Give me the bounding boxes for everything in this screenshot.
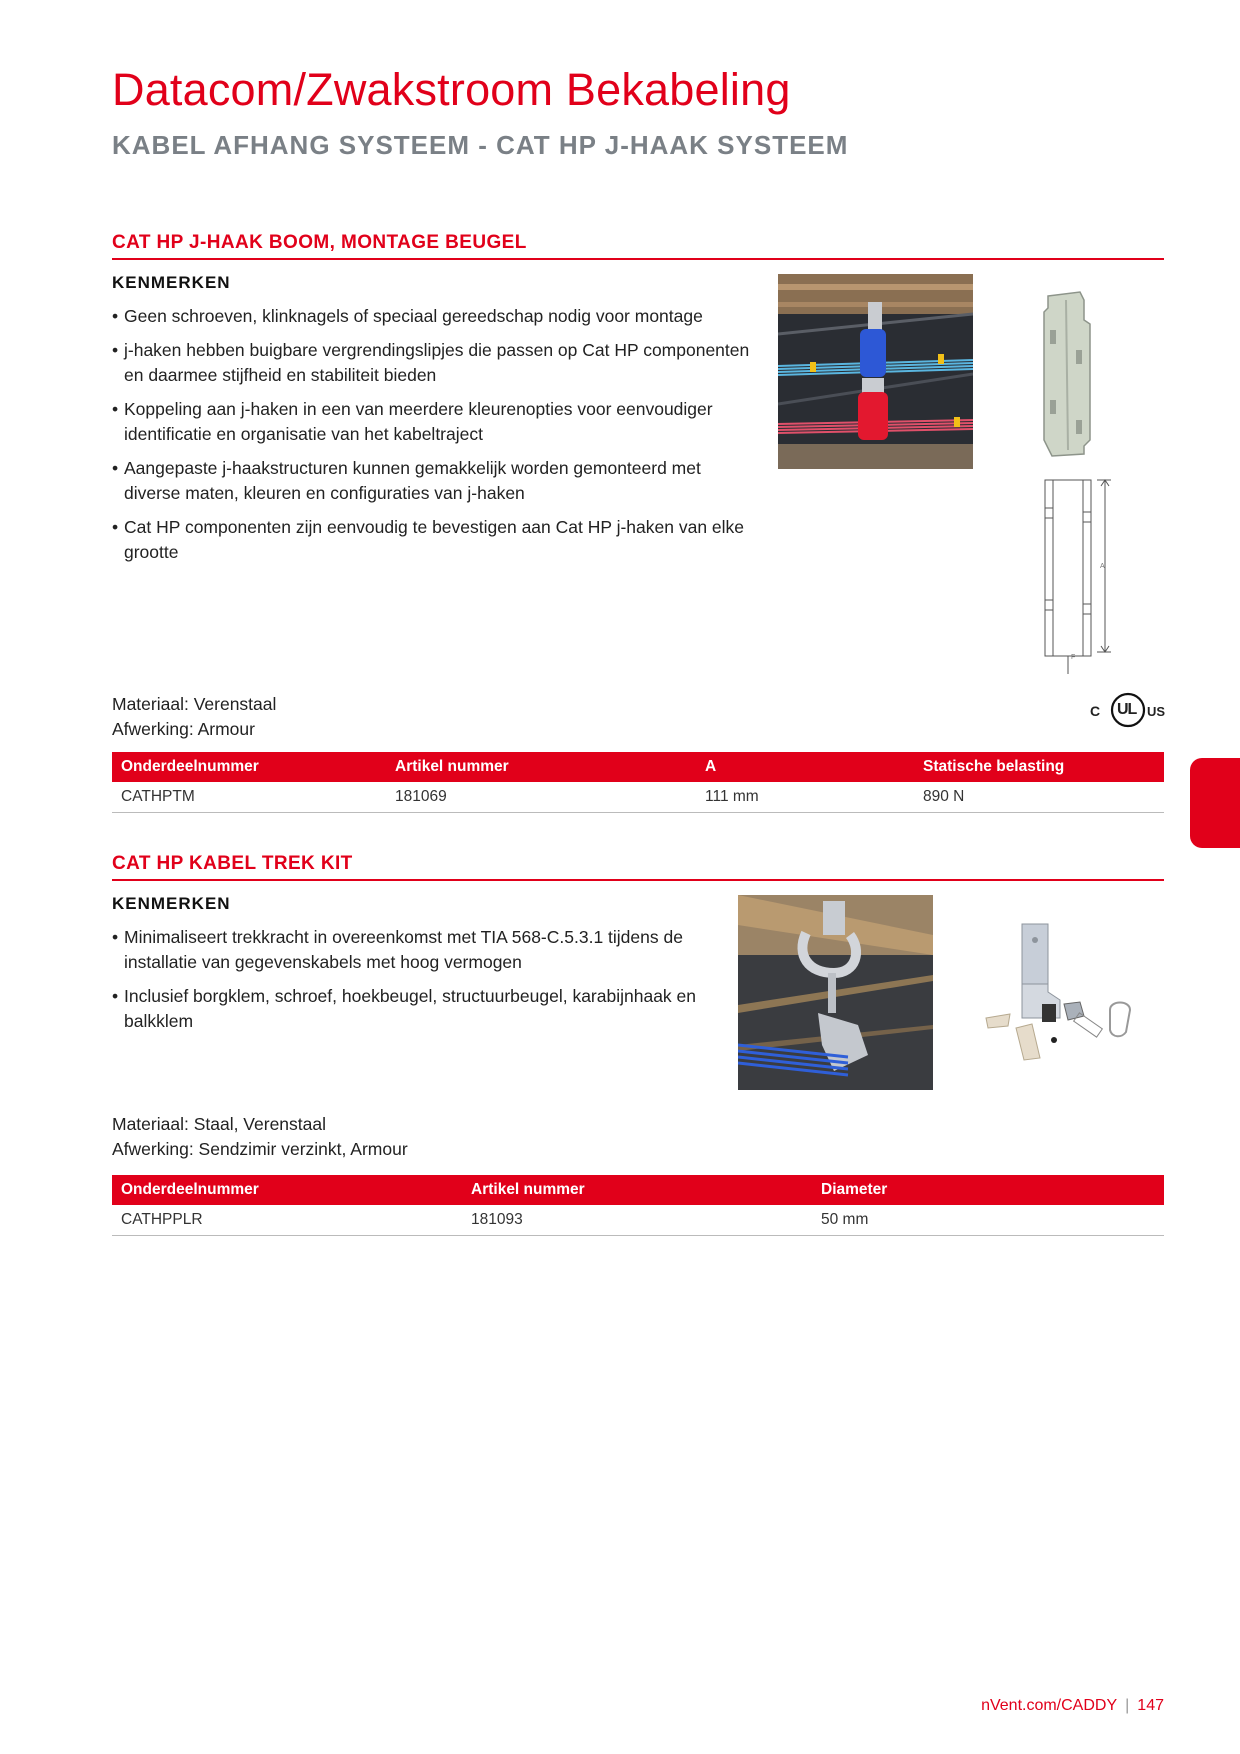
spec-table-montage-beugel	[112, 752, 1164, 813]
finish-text: Afwerking: Sendzimir verzinkt, Armour	[112, 1139, 408, 1159]
feature-item: • Koppeling aan j-haken in een van meerdere kleurenopties voor eenvoudiger identificatie en organisatie van het kabeltraject	[112, 397, 762, 447]
footer-separator: |	[1125, 1697, 1130, 1714]
page-footer	[0, 1697, 1164, 1715]
jhook-tree-photo	[778, 274, 973, 469]
column-header: A	[696, 752, 914, 782]
dimension-label-f: F	[1071, 654, 1076, 661]
table-row	[112, 782, 1164, 813]
table-row	[112, 1205, 1164, 1236]
column-header: Statische belasting	[914, 752, 1164, 782]
material-text: Materiaal: Verenstaal	[112, 694, 277, 714]
montage-beugel-product-image	[1040, 290, 1096, 458]
column-header: Artikel nummer	[462, 1175, 812, 1205]
feature-item: • j-haken hebben buigbare vergrendingslipjes die passen op Cat HP componenten en daarmee stijfheid en stabiliteit bieden	[112, 338, 762, 388]
kabel-trek-kit-photo	[738, 895, 933, 1090]
table-cell: CATHPTM	[112, 782, 386, 813]
dimension-label-a: A	[1100, 563, 1105, 570]
column-header: Onderdeelnummer	[112, 1175, 462, 1205]
column-header: Artikel nummer	[386, 752, 696, 782]
features-heading: KENMERKEN	[112, 273, 231, 292]
footer-website-link[interactable]: nVent.com/CADDY	[981, 1697, 1118, 1714]
feature-item: • Inclusief borgklem, schroef, hoekbeugel, structuurbeugel, karabijnhaak en balkklem	[112, 984, 732, 1034]
feature-item: • Minimaliseert trekkracht in overeenkomst met TIA 568-C.5.3.1 tijdens de installatie van gegevenskabels met hoog vermogen	[112, 925, 732, 975]
section-heading-montage-beugel: CAT HP J-HAAK BOOM, MONTAGE BEUGEL	[112, 232, 1164, 260]
page-subtitle: KABEL AFHANG SYSTEEM - CAT HP J-HAAK SYSTEEM	[112, 130, 849, 160]
spec-table-kabel-trek-kit	[112, 1175, 1164, 1236]
table-cell: 181069	[386, 782, 696, 813]
material-text: Materiaal: Staal, Verenstaal	[112, 1114, 327, 1134]
column-header: Onderdeelnummer	[112, 752, 386, 782]
montage-beugel-technical-drawing	[1035, 476, 1115, 676]
kabel-trek-kit-product-image	[980, 920, 1155, 1065]
section-heading-kabel-trek-kit: CAT HP KABEL TREK KIT	[112, 853, 1164, 881]
page-number: 147	[1137, 1697, 1164, 1714]
table-cell: 111 mm	[696, 782, 914, 813]
table-cell: 181093	[462, 1205, 812, 1236]
features-list	[112, 304, 762, 574]
features-list	[112, 925, 732, 1043]
table-cell: 890 N	[914, 782, 1164, 813]
feature-item: • Cat HP componenten zijn eenvoudig te bevestigen aan Cat HP j-haken van elke grootte	[112, 515, 762, 565]
chapter-side-tab	[1190, 758, 1240, 848]
features-heading: KENMERKEN	[112, 894, 231, 913]
column-header: Diameter	[812, 1175, 1164, 1205]
finish-text: Afwerking: Armour	[112, 719, 255, 739]
cul-us-certification-mark: C UL US	[1090, 690, 1166, 730]
table-cell: CATHPPLR	[112, 1205, 462, 1236]
feature-item: • Geen schroeven, klinknagels of speciaal gereedschap nodig voor montage	[112, 304, 762, 329]
page-title: Datacom/Zwakstroom Bekabeling	[112, 64, 791, 115]
table-cell: 50 mm	[812, 1205, 1164, 1236]
feature-item: • Aangepaste j-haakstructuren kunnen gemakkelijk worden gemonteerd met diverse maten, kleuren en configuraties van j-haken	[112, 456, 762, 506]
